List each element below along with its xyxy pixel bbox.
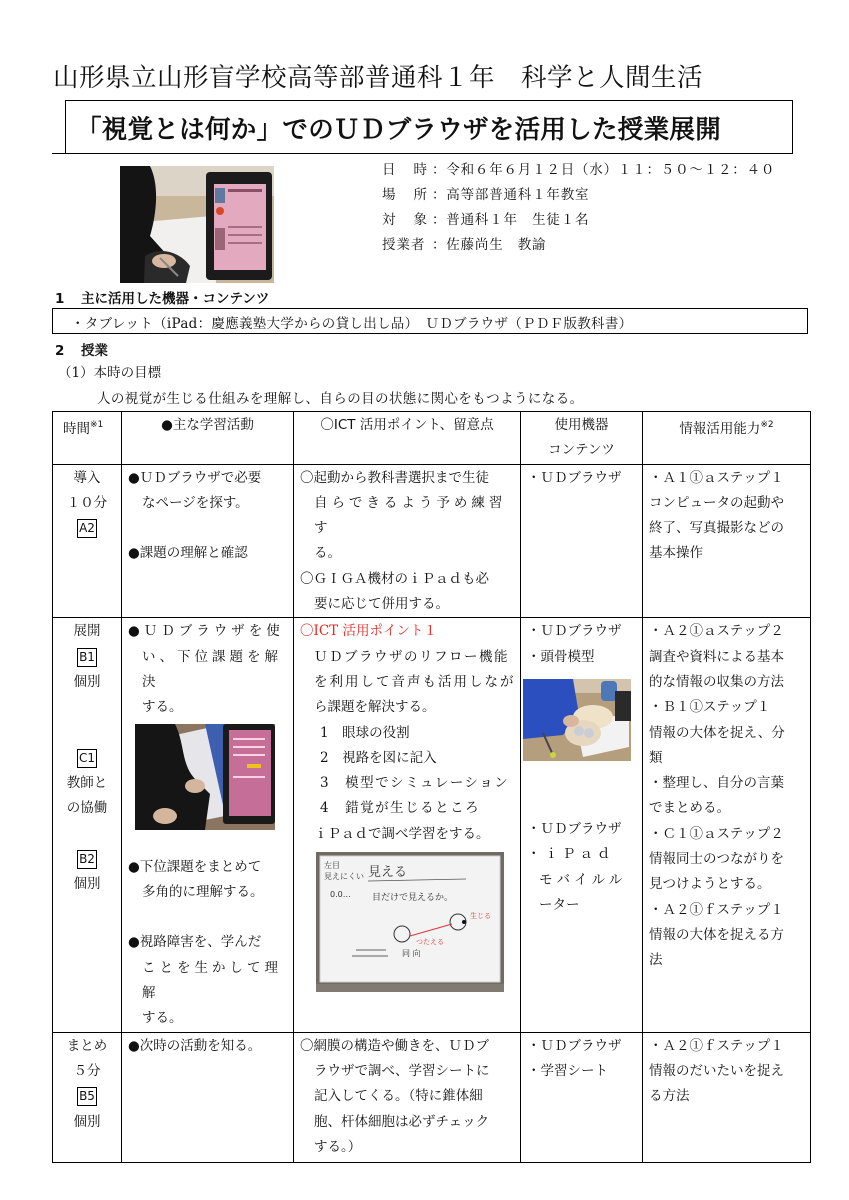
svg-text:つたえる: つたえる: [416, 938, 444, 947]
header-info-label: 情報活用能力: [679, 421, 761, 437]
skill-code-badge: B1: [77, 648, 97, 667]
group-label: の協働: [66, 800, 108, 817]
section-2-title: 授業: [81, 343, 108, 359]
skull-model-photo: [523, 679, 631, 761]
info-skill-cell: [643, 618, 811, 1032]
table-header-row: [53, 412, 811, 465]
phase-label: 導入: [73, 469, 101, 486]
school-course-title: 山形県立山形盲学校高等部普通科１年 科学と人間生活: [53, 63, 704, 93]
spacer: [128, 516, 289, 541]
ict-line: 〇起動から教科書選択まで生徒: [300, 469, 489, 486]
info-line: ・Ａ２①ａステップ２: [649, 623, 784, 640]
equipment-box: [52, 308, 808, 334]
note-2: ※2: [760, 420, 774, 430]
info-line: ・Ｂ１①ステップ１: [649, 699, 771, 716]
info-line: 見つけようとする。: [649, 876, 771, 893]
spacer: [53, 695, 121, 720]
divider: [52, 153, 66, 154]
devices-cell: [521, 618, 643, 1032]
activity-cell: [122, 464, 294, 618]
phase-label: 展開: [73, 623, 101, 640]
student-using-ipad-worksheet-photo: [135, 724, 275, 830]
spacer: [53, 822, 121, 847]
svg-text:見える: 見える: [368, 865, 408, 881]
activity-line: ●ＵＤブラウザを使: [128, 623, 284, 640]
info-line: る方法: [649, 1088, 690, 1105]
goal-text: 人の視覚が生じる仕組みを理解し、自らの目の状態に関心をもつようになる。: [97, 391, 584, 407]
lesson-plan-table: [52, 411, 811, 1163]
ict-point-label: 〇ICT 活用ポイント１: [300, 623, 437, 640]
header-devices-line-2: コンテンツ: [548, 442, 615, 459]
header-time: [53, 412, 122, 465]
activity-line: する。: [142, 1010, 183, 1027]
header-info: [643, 412, 811, 465]
whiteboard-diagram-photo: [316, 852, 504, 992]
device-item: ・ＵＤブラウザ: [527, 469, 622, 486]
svg-text:見えにくい: 見えにくい: [324, 872, 364, 882]
activity-line: ●課題の理解と確認: [128, 545, 248, 562]
header-devices: [521, 412, 643, 465]
teacher-value: ：佐藤尚生 教諭: [432, 237, 547, 253]
skill-code-badge: C1: [77, 749, 97, 768]
ict-step: 4 錯覚が生じるところ: [320, 800, 481, 817]
info-line: 情報のだいたいを捉え: [649, 1062, 784, 1079]
svg-text:目だけで見えるか。: 目だけで見えるか。: [372, 893, 454, 904]
teacher-label: 授業者: [382, 237, 426, 253]
info-line: ・Ａ２①ｆステップ１: [649, 901, 784, 918]
ict-line: 記入してくる。（特に錐体細: [314, 1088, 483, 1105]
device-item: ・ｉＰａｄ: [527, 846, 615, 863]
device-item: ・ＵＤブラウザ: [527, 1037, 622, 1054]
svg-text:左目: 左目: [324, 861, 340, 871]
group-label: 個別: [73, 673, 101, 690]
target-value: ：普通科１年 生徒１名: [432, 212, 590, 228]
section-2-heading: [55, 339, 108, 359]
svg-text:生じる: 生じる: [470, 912, 491, 921]
activity-line: なページを探す。: [142, 494, 249, 511]
ict-line: 〇網膜の構造や働きを、ＵＤブ: [300, 1037, 489, 1054]
device-item: モバイルル: [539, 871, 627, 888]
date-value: ：令和６年６月１２日（水）１１：５０～１２：４０: [432, 162, 776, 178]
duration-label: １０分: [66, 494, 108, 511]
info-line: 情報同士のつながりを: [649, 851, 784, 868]
svg-text:0.0…: 0.0…: [330, 890, 351, 900]
lesson-title: 「視覚とは何か」でのＵＤブラウザを活用した授業展開: [76, 115, 722, 145]
ict-line: 自らできるよう予め練習す: [314, 494, 507, 537]
info-line: 終了、写真撮影などの: [649, 520, 784, 537]
target-label: 対象: [382, 212, 445, 228]
ict-step: 2 視路を図に記入: [320, 749, 437, 766]
ict-line: ラウザで調べ、学習シートに: [314, 1062, 490, 1079]
group-label: 個別: [73, 876, 101, 893]
info-line: 情報の大体を捉える方: [649, 926, 784, 943]
device-item: ・ＵＤブラウザ: [527, 820, 622, 837]
ict-cell: [294, 1032, 521, 1162]
header-activity: ●主な学習活動: [122, 412, 294, 465]
teacher-line: [382, 233, 546, 253]
lesson-title-box: [65, 100, 793, 154]
table-row-intro: [53, 464, 811, 618]
section-1-title: 主に活用した機器・コンテンツ: [81, 291, 270, 307]
info-line: 的な情報の収集の方法: [649, 673, 784, 690]
device-item: ーター: [539, 896, 580, 913]
info-line: 法: [649, 952, 663, 969]
spacer: [53, 721, 121, 746]
place-label: 場所: [382, 187, 445, 203]
equipment-text: ・タブレット（iPad：慶應義塾大学からの貸し出し品） ＵＤブラウザ（ＰＤＦ版教科書）: [71, 316, 633, 332]
date-time-line: [382, 158, 775, 178]
group-label: 個別: [73, 1113, 101, 1130]
time-cell: [53, 1032, 122, 1162]
info-line: 類: [649, 749, 663, 766]
header-ict: 〇ICT 活用ポイント、留意点: [294, 412, 521, 465]
header-devices-line-1: 使用機器: [554, 417, 609, 433]
section-2-number: 2: [55, 343, 65, 359]
info-line: でまとめる。: [649, 800, 730, 817]
target-line: [382, 208, 589, 228]
skill-code-badge: B5: [77, 1087, 97, 1106]
phase-label: まとめ: [66, 1037, 108, 1054]
ict-line: 胞、杆体細胞は必ずチェック: [314, 1113, 490, 1130]
ict-step: 3 模型でシミュレーション: [320, 775, 510, 792]
devices-cell: [521, 1032, 643, 1162]
devices-cell: [521, 464, 643, 618]
note-1: ※1: [90, 420, 104, 430]
device-item: ・頭骨模型: [527, 648, 595, 665]
table-row-development: [53, 618, 811, 1032]
goal-heading: （1）本時の目標: [58, 365, 162, 381]
ict-step: 1 眼球の役割: [320, 724, 410, 741]
section-1-heading: [55, 287, 269, 307]
ict-line: ら課題を解決する。: [314, 699, 436, 716]
skill-code-badge: B2: [77, 850, 97, 869]
info-line: ・整理し、自分の言葉: [649, 775, 784, 792]
ict-line: を利用して音声も活用しなが: [314, 673, 516, 690]
activity-line: ●視路障害を、学んだ: [128, 934, 262, 951]
activity-cell: [122, 618, 294, 1032]
info-skill-cell: [643, 1032, 811, 1162]
info-line: 基本操作: [649, 545, 703, 562]
ict-line: する。）: [314, 1138, 362, 1155]
info-line: ・Ａ２①ｆステップ１: [649, 1037, 784, 1054]
place-value: ：高等部普通科１年教室: [432, 187, 590, 203]
device-item: ・学習シート: [527, 1062, 608, 1079]
header-time-label: 時間: [63, 421, 90, 437]
activity-line: ●ＵＤブラウザで必要: [128, 469, 262, 486]
info-line: ・Ｃ１①ａステップ２: [649, 825, 784, 842]
info-line: ・Ａ１①ａステップ１: [649, 469, 784, 486]
student-writing-with-ipad-photo: [120, 166, 274, 283]
skill-code-badge: A2: [77, 519, 97, 538]
time-cell: [53, 464, 122, 618]
table-row-summary: [53, 1032, 811, 1162]
svg-text:同 向: 同 向: [402, 949, 421, 959]
ict-line: 〇ＧＩＧＡ機材のｉＰａｄも必: [300, 570, 489, 587]
activity-line: ことを生かして理解: [142, 959, 282, 1002]
ict-cell: [294, 464, 521, 618]
activity-line: ●下位課題をまとめて: [128, 858, 262, 875]
place-line: [382, 183, 589, 203]
date-label: 日時: [382, 162, 445, 178]
section-1-number: 1: [55, 291, 65, 307]
info-skill-cell: [643, 464, 811, 618]
activity-line: 多角的に理解する。: [142, 883, 264, 900]
group-label: 教師と: [66, 775, 108, 792]
device-item: ・ＵＤブラウザ: [527, 623, 622, 640]
ict-line: ｉＰａｄで調べ学習をする。: [314, 825, 490, 842]
ict-line: る。: [314, 545, 341, 562]
info-line: コンピュータの起動や: [649, 494, 784, 511]
activity-line: ●次時の活動を知る。: [128, 1037, 262, 1054]
activity-line: する。: [142, 699, 183, 716]
duration-label: ５分: [73, 1062, 101, 1079]
spacer: [128, 905, 289, 930]
ict-cell: [294, 618, 521, 1032]
activity-line: い、下位課題を解決: [142, 648, 282, 690]
ict-line: 要に応じて併用する。: [314, 596, 449, 613]
info-line: 調査や資料による基本: [649, 648, 784, 665]
info-line: 情報の大体を捉え、分: [649, 724, 785, 741]
ict-line: ＵＤブラウザのリフロー機能: [314, 648, 509, 665]
time-cell: [53, 618, 122, 1032]
activity-cell: [122, 1032, 294, 1162]
